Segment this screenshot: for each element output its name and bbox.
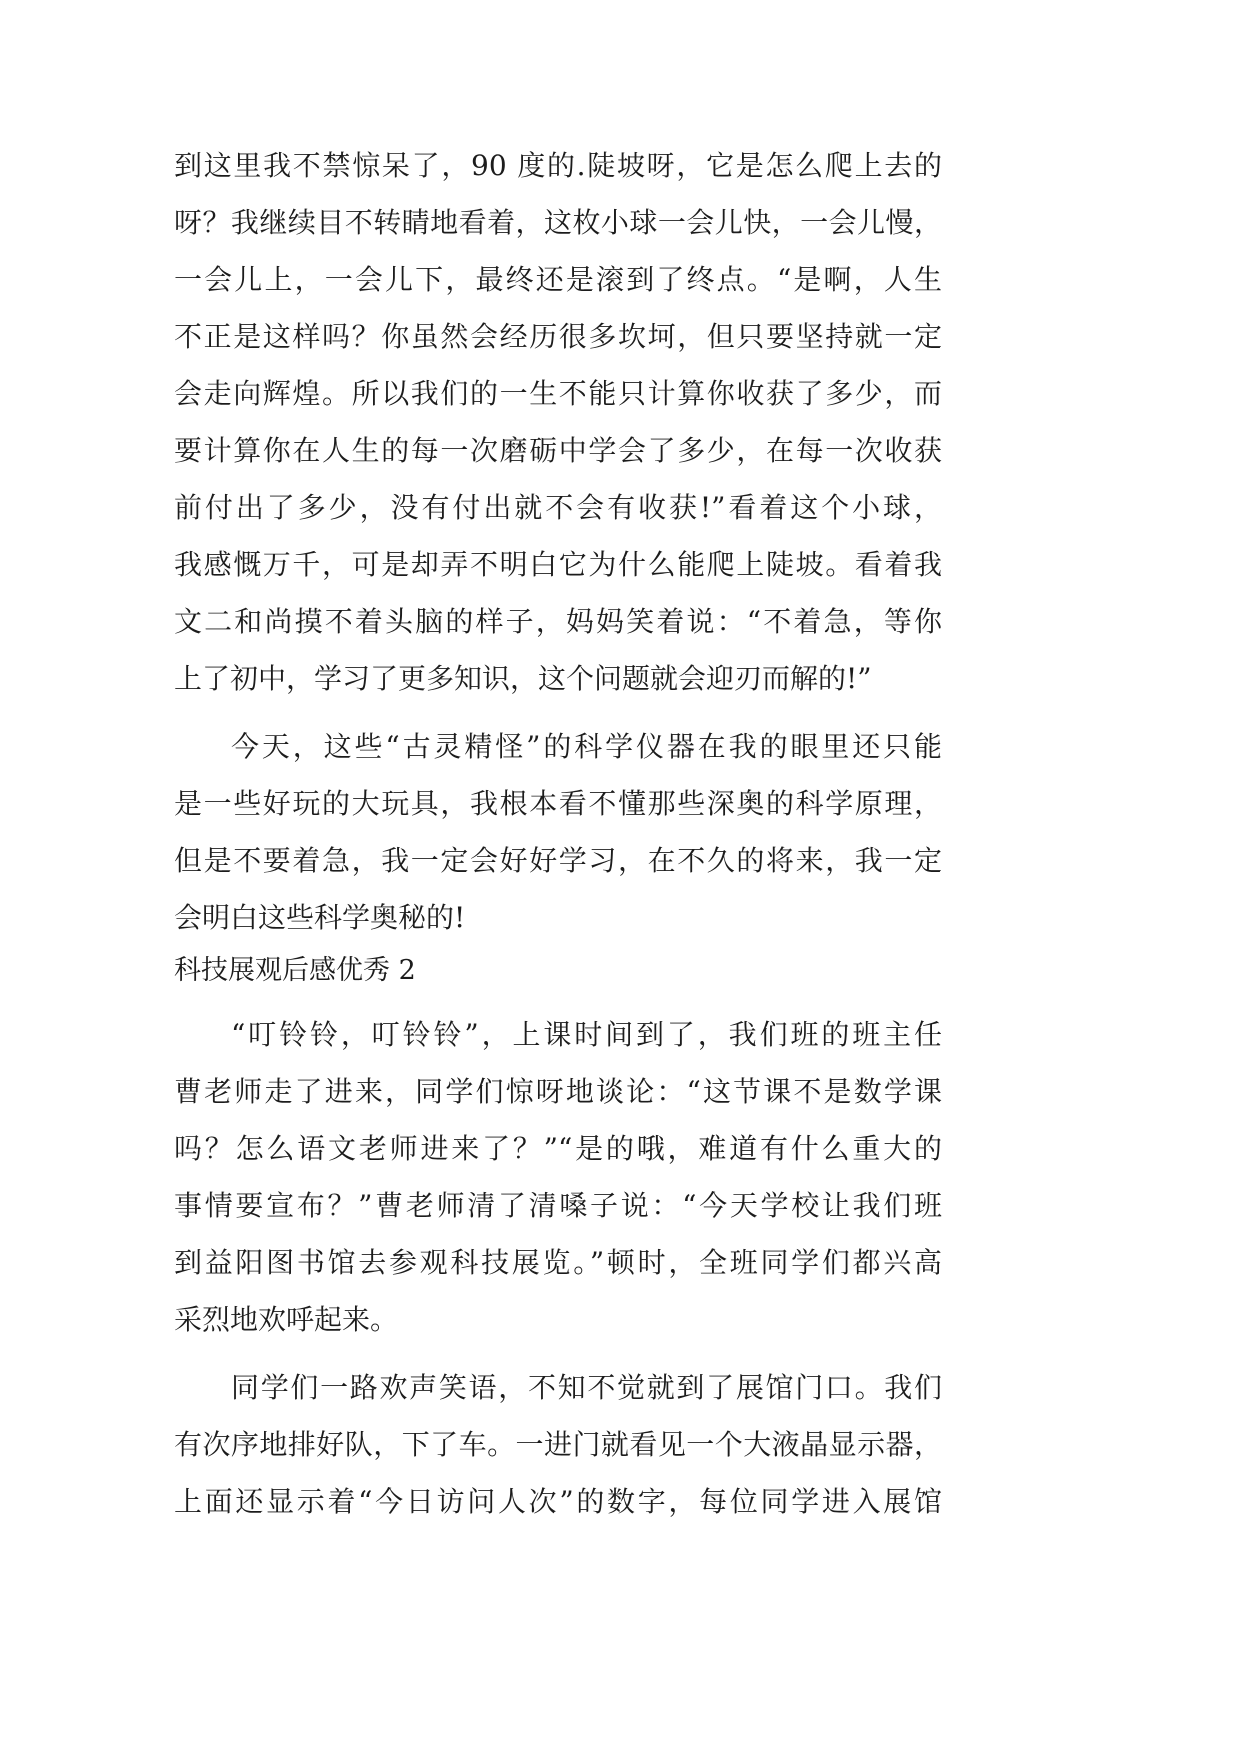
text-line: 采烈地欢呼起来。 xyxy=(174,1303,399,1336)
text-line: 是一些好玩的大玩具，我根本看不懂那些深奥的科学原理， xyxy=(174,787,942,820)
paragraph xyxy=(174,718,942,946)
text-line: 曹老师走了进来，同学们惊呀地谈论：“这节课不是数学课 xyxy=(174,1075,942,1108)
text-line: 同学们一路欢声笑语，不知不觉就到了展馆门口。我们 xyxy=(231,1371,942,1404)
text-line: 到这里我不禁惊呆了，90 度的.陡坡呀，它是怎么爬上去的 xyxy=(174,149,942,182)
text-line: 不正是这样吗？你虽然会经历很多坎坷，但只要坚持就一定 xyxy=(174,320,942,353)
text-line: 但是不要着急，我一定会好好学习，在不久的将来，我一定 xyxy=(174,844,942,877)
text-line: 上面还显示着“今日访问人次”的数字，每位同学进入展馆 xyxy=(174,1485,942,1518)
paragraph xyxy=(174,1359,942,1530)
document-page xyxy=(174,137,942,1530)
text-line: 前付出了多少，没有付出就不会有收获!”看着这个小球， xyxy=(174,491,942,524)
text-line: 要计算你在人生的每一次磨砺中学会了多少，在每一次收获 xyxy=(174,434,942,467)
text-line: 呀？我继续目不转睛地看着，这枚小球一会儿快，一会儿慢， xyxy=(174,206,942,239)
text-line: 会明白这些科学奥秘的! xyxy=(174,901,466,934)
paragraph xyxy=(174,137,942,707)
section-title: 科技展观后感优秀 2 xyxy=(174,955,416,986)
text-line: 会走向辉煌。所以我们的一生不能只计算你收获了多少，而 xyxy=(174,377,942,410)
text-line: 一会儿上，一会儿下，最终还是滚到了终点。“是啊，人生 xyxy=(174,263,942,296)
text-line: 到益阳图书馆去参观科技展览。”顿时，全班同学们都兴高 xyxy=(174,1246,942,1279)
text-line: 我感慨万千，可是却弄不明白它为什么能爬上陡坡。看着我 xyxy=(174,548,942,581)
text-line: 今天，这些“古灵精怪”的科学仪器在我的眼里还只能 xyxy=(231,730,942,763)
text-line: 有次序地排好队，下了车。一进门就看见一个大液晶显示器， xyxy=(174,1428,942,1461)
text-line: 事情要宣布？”曹老师清了清嗓子说：“今天学校让我们班 xyxy=(174,1189,942,1222)
text-line: 文二和尚摸不着头脑的样子，妈妈笑着说：“不着急，等你 xyxy=(174,605,942,638)
text-line: 吗？怎么语文老师进来了？”“是的哦，难道有什么重大的 xyxy=(174,1132,942,1165)
text-line: “叮铃铃，叮铃铃”，上课时间到了，我们班的班主任 xyxy=(231,1018,942,1051)
paragraph xyxy=(174,1006,942,1348)
text-line: 上了初中，学习了更多知识，这个问题就会迎刃而解的!” xyxy=(174,662,872,695)
